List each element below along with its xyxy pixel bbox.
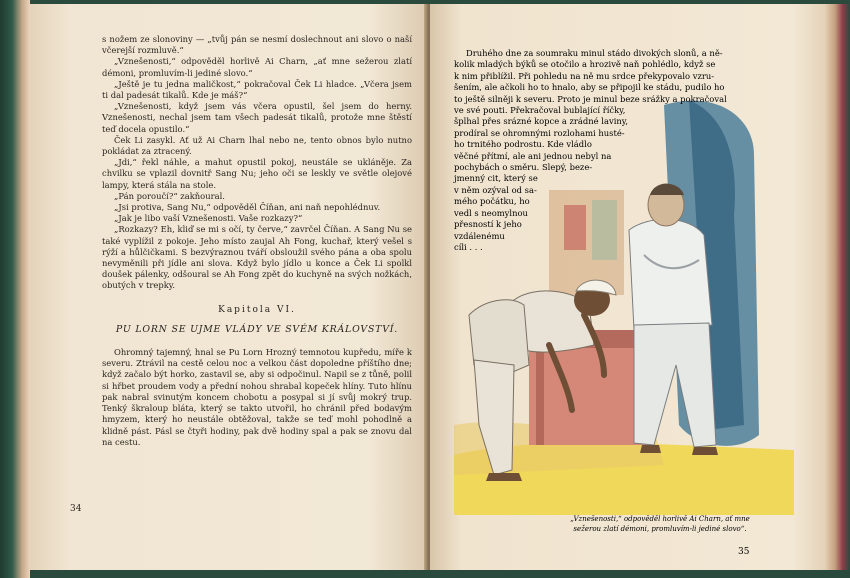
paragraph: „Vznešenosti,“ odpověděl horlivě Ai Charn, „ať mne sežerou zlatí démoni, promluvím-li jediné slovo.“	[102, 56, 412, 78]
text-line: šplhal přes srázné kopce a zrádné laviny,	[454, 116, 629, 127]
text-line: ho trnitého podrostu. Kde vládlo	[454, 139, 592, 150]
master-feet	[692, 447, 718, 455]
caption-line: „Vznešenosti,“ odpověděl horlivě Ai Charn, ať mne	[570, 515, 750, 523]
text-line: kolik mladých býků se otočilo a hrozivě naň pohlédlo, když se	[454, 59, 716, 70]
paragraph: Ohromný tajemný, hnal se Pu Lorn Hrozný temnotou kupředu, míře k severu. Ztrávil na cestě celou noc a velkou část dopoledne příštího dne; když začalo být horko, zastavil se, aby si odpočinul. Napil se z tůně, polil si hřbet proudem vody a přední nohou shrabal kopeček hlíny. Tuto hlínu pak nabral svinutým koncem chobotu a posypal si jí svůj mokrý trup. Tenký škraloup bláta, který se takto utvořil, ho chránil před bodavým hmyzem, který ho neustále obtěžoval, takže se teď mohl pohodlně a klidně pást. Pásl se čtyři hodiny, pak dvě hodiny spal a pak se znovu dal na cestu.	[102, 347, 412, 447]
text-line: pochybách o směru. Slepý, beze-	[454, 162, 593, 173]
caption-line: sežerou zlatí démoni, promluvím-li jediné slovo“.	[573, 525, 747, 533]
right-page-text	[454, 48, 759, 253]
paragraph: „Vznešenosti, když jsem vás včera opustil, šel jsem do herny. Vznešenosti, nechal jsem tam všech padesát tikalů, protože mne štěstí teď docela opustilo.“	[102, 101, 412, 134]
book-cover-left-edge	[0, 0, 30, 578]
text-line: vedl s neomylnou	[454, 207, 528, 218]
master-trousers	[634, 323, 716, 447]
text-line: jmenný cit, který se	[454, 173, 538, 184]
paragraph: „Pán poroučí?“ zakňoural.	[114, 190, 225, 201]
left-page-text	[102, 34, 412, 448]
illustration-caption	[545, 514, 775, 534]
text-line: věčné přítmí, ale ani jednou nebyl na	[454, 150, 612, 161]
text-line: ve své pouti. Překračoval bublající říčky,	[454, 105, 626, 116]
text-line: vzdálenému	[454, 230, 505, 241]
wooden-chest-edge	[536, 350, 544, 445]
text-line: cíli . . .	[454, 241, 483, 252]
page-number-right: 35	[738, 547, 750, 557]
chapter-number: Kapitola VI.	[218, 304, 296, 315]
left-page	[30, 4, 428, 570]
paragraph: s nožem ze slonoviny — „tvůj pán se nesmí doslechnout ani slovo o naší včerejší rozmluvě.“	[102, 34, 412, 56]
paragraph: Ček Li zasykl. Ať už Ai Charn lhal nebo ne, tento obnos bylo nutno pokládat za ztracený.	[102, 134, 412, 157]
text-line: v něm ozýval od sa-	[454, 184, 537, 195]
page-number-left: 34	[70, 504, 82, 514]
chapter-title: PU LORN SE UJME VLÁDY VE SVÉM KRÁLOVSTVÍ.	[115, 323, 399, 335]
book-cover-right-edge	[825, 4, 850, 570]
paragraph: „Jak je libo vaší Vznešenosti. Vaše rozkazy?“	[114, 213, 303, 224]
servant-feet	[486, 473, 522, 481]
text-line: Druhého dne za soumraku minul stádo divokých slonů, a ně-	[466, 48, 723, 58]
paragraph: „Rozkazy? Eh, kliď se mi s očí, ty červe,“ zavrčel Číňan. A Sang Nu se také vyplížil z pokoje. Jeho místo zaujal Ah Fong, kuchař, který vešel s rýží a hůlčičkami. S bezvýraznou tváří obsloužil svého pána a oba spolu nevyměnili při jídle ani slova. Když bylo jídlo u konce a Ček Li spolkl doušek pálenky, odšoural se Ah Fong zpět do kuchyně na svých nožkách, obutých v trepky.	[102, 224, 412, 291]
paragraph: „Jsi protiva, Sang Nu,“ odpověděl Číňan, ani naň nepohlédnuv.	[114, 202, 381, 213]
paragraph: „Ještě je tu jedna maličkost,“ pokračoval Ček Li hladce. „Včera jsem ti dal padesát tikalů. Kde je máš?“	[102, 78, 412, 101]
text-line: prodíral se ohromnými rozlohami husté-	[454, 127, 625, 138]
paragraph: „Jdi,“ řekl náhle, a mahut opustil pokoj, neustále se ukláněje. Za chvilku se vplazil dovnitř Sang Nu; jeho oči se leskly ve světle olejové lampy, která stála na stole.	[102, 157, 412, 190]
master-feet	[640, 445, 661, 453]
text-line: to ještě silněji k severu. Proto je minul beze srážky a pokračoval	[454, 93, 727, 104]
text-line: šením, ale ačkoli ho to hnalo, aby se připojil ke stádu, pudilo ho	[454, 82, 725, 93]
text-line: mého počátku, ho	[454, 196, 530, 207]
text-line: přesností k jeho	[454, 219, 522, 230]
text-line: k nim přiblížil. Při pohledu na ně mu srdce překypovalo vzru-	[454, 70, 715, 81]
